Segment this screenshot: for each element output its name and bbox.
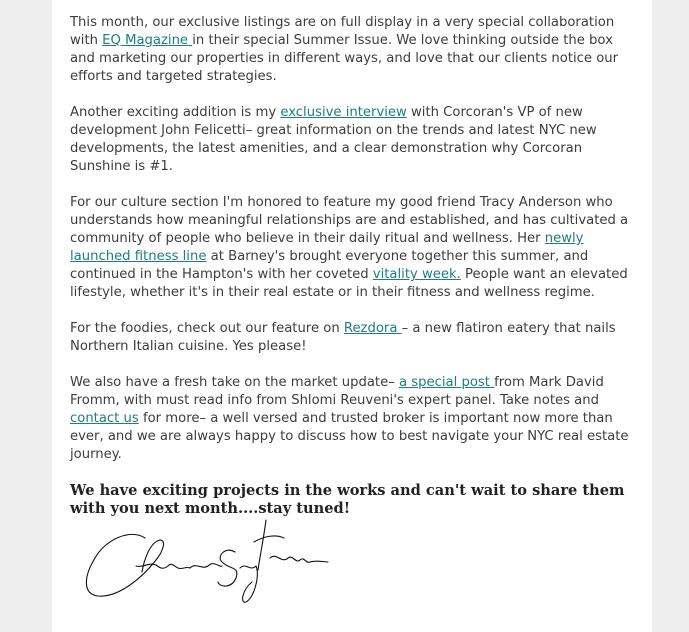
signature-stroke [218,550,237,586]
paragraph-text: People want an elevated lifestyle, whether it's in their real estate or in their fitness and wellness regime. [70,267,628,300]
newsletter-body [70,14,638,536]
paragraph-text: with Corcoran's VP of new development John Felicetti– great information on the trends and latest NYC new developments, the latest amenities, and a clear demonstration why Corcoran Sunshine is #1. [70,105,597,174]
special-post-link[interactable]: a special post [399,375,495,390]
paragraph-text: Another exciting addition is my [70,105,281,120]
paragraph-text: For the foodies, check out our feature on [70,321,344,336]
paragraph-text: This month, our exclusive listings are on full display in a very special collaboration with [70,15,615,48]
paragraph-interview [70,104,638,176]
paragraph-foodies [70,320,638,356]
signature-stroke [258,520,266,570]
vitality-week-link[interactable]: vitality week. [372,267,461,282]
signature-stroke [240,566,257,602]
signature-stroke [86,534,163,596]
contact-us-link[interactable]: contact us [70,411,139,426]
paragraph-market-update [70,374,638,464]
paragraph-text: We also have a fresh take on the market update– [70,375,399,390]
signature-image [70,510,330,620]
exclusive-interview-link[interactable]: exclusive interview [280,105,407,120]
paragraph-culture [70,194,638,302]
paragraph-text: at Barney's brought everyone together this summer, and continued in the Hampton's with her coveted [70,249,589,282]
paragraph-text: in their special Summer Issue. We love thinking outside the box and marketing our properties in different ways, and love that our clients notice our efforts and targeted strategies. [70,33,619,84]
paragraph-text: For our culture section I'm honored to feature my good friend Tracy Anderson who understands how meaningful relationships are and established, and has cultivated a community of people who believe in their daily ritual and wellness. Her [70,195,629,246]
paragraph-text: – a new flatiron eatery that nails Northern Italian cuisine. Yes please! [70,321,616,354]
signature-stroke [254,536,284,542]
signature-stroke [136,564,190,568]
closing-statement: We have exciting projects in the works and can't wait to share them with you next month....stay tuned! [70,482,625,517]
newsletter-card [52,0,652,632]
signature-stroke [190,564,222,568]
signature-stroke [270,556,328,562]
fitness-line-link[interactable]: newly launched fitness line [70,231,584,264]
paragraph-listings [70,14,638,86]
rezdora-link[interactable]: Rezdora [343,321,402,336]
paragraph-text: for more– a well versed and trusted broker is important now more than ever, and we are always happy to discuss how to best navigate your NYC real estate journey. [70,411,629,462]
eq-magazine-link[interactable]: EQ Magazine [102,33,193,48]
paragraph-text: from Mark David Fromm, with must read info from Shlomi Reuveni's expert panel. Take notes and [70,375,604,408]
